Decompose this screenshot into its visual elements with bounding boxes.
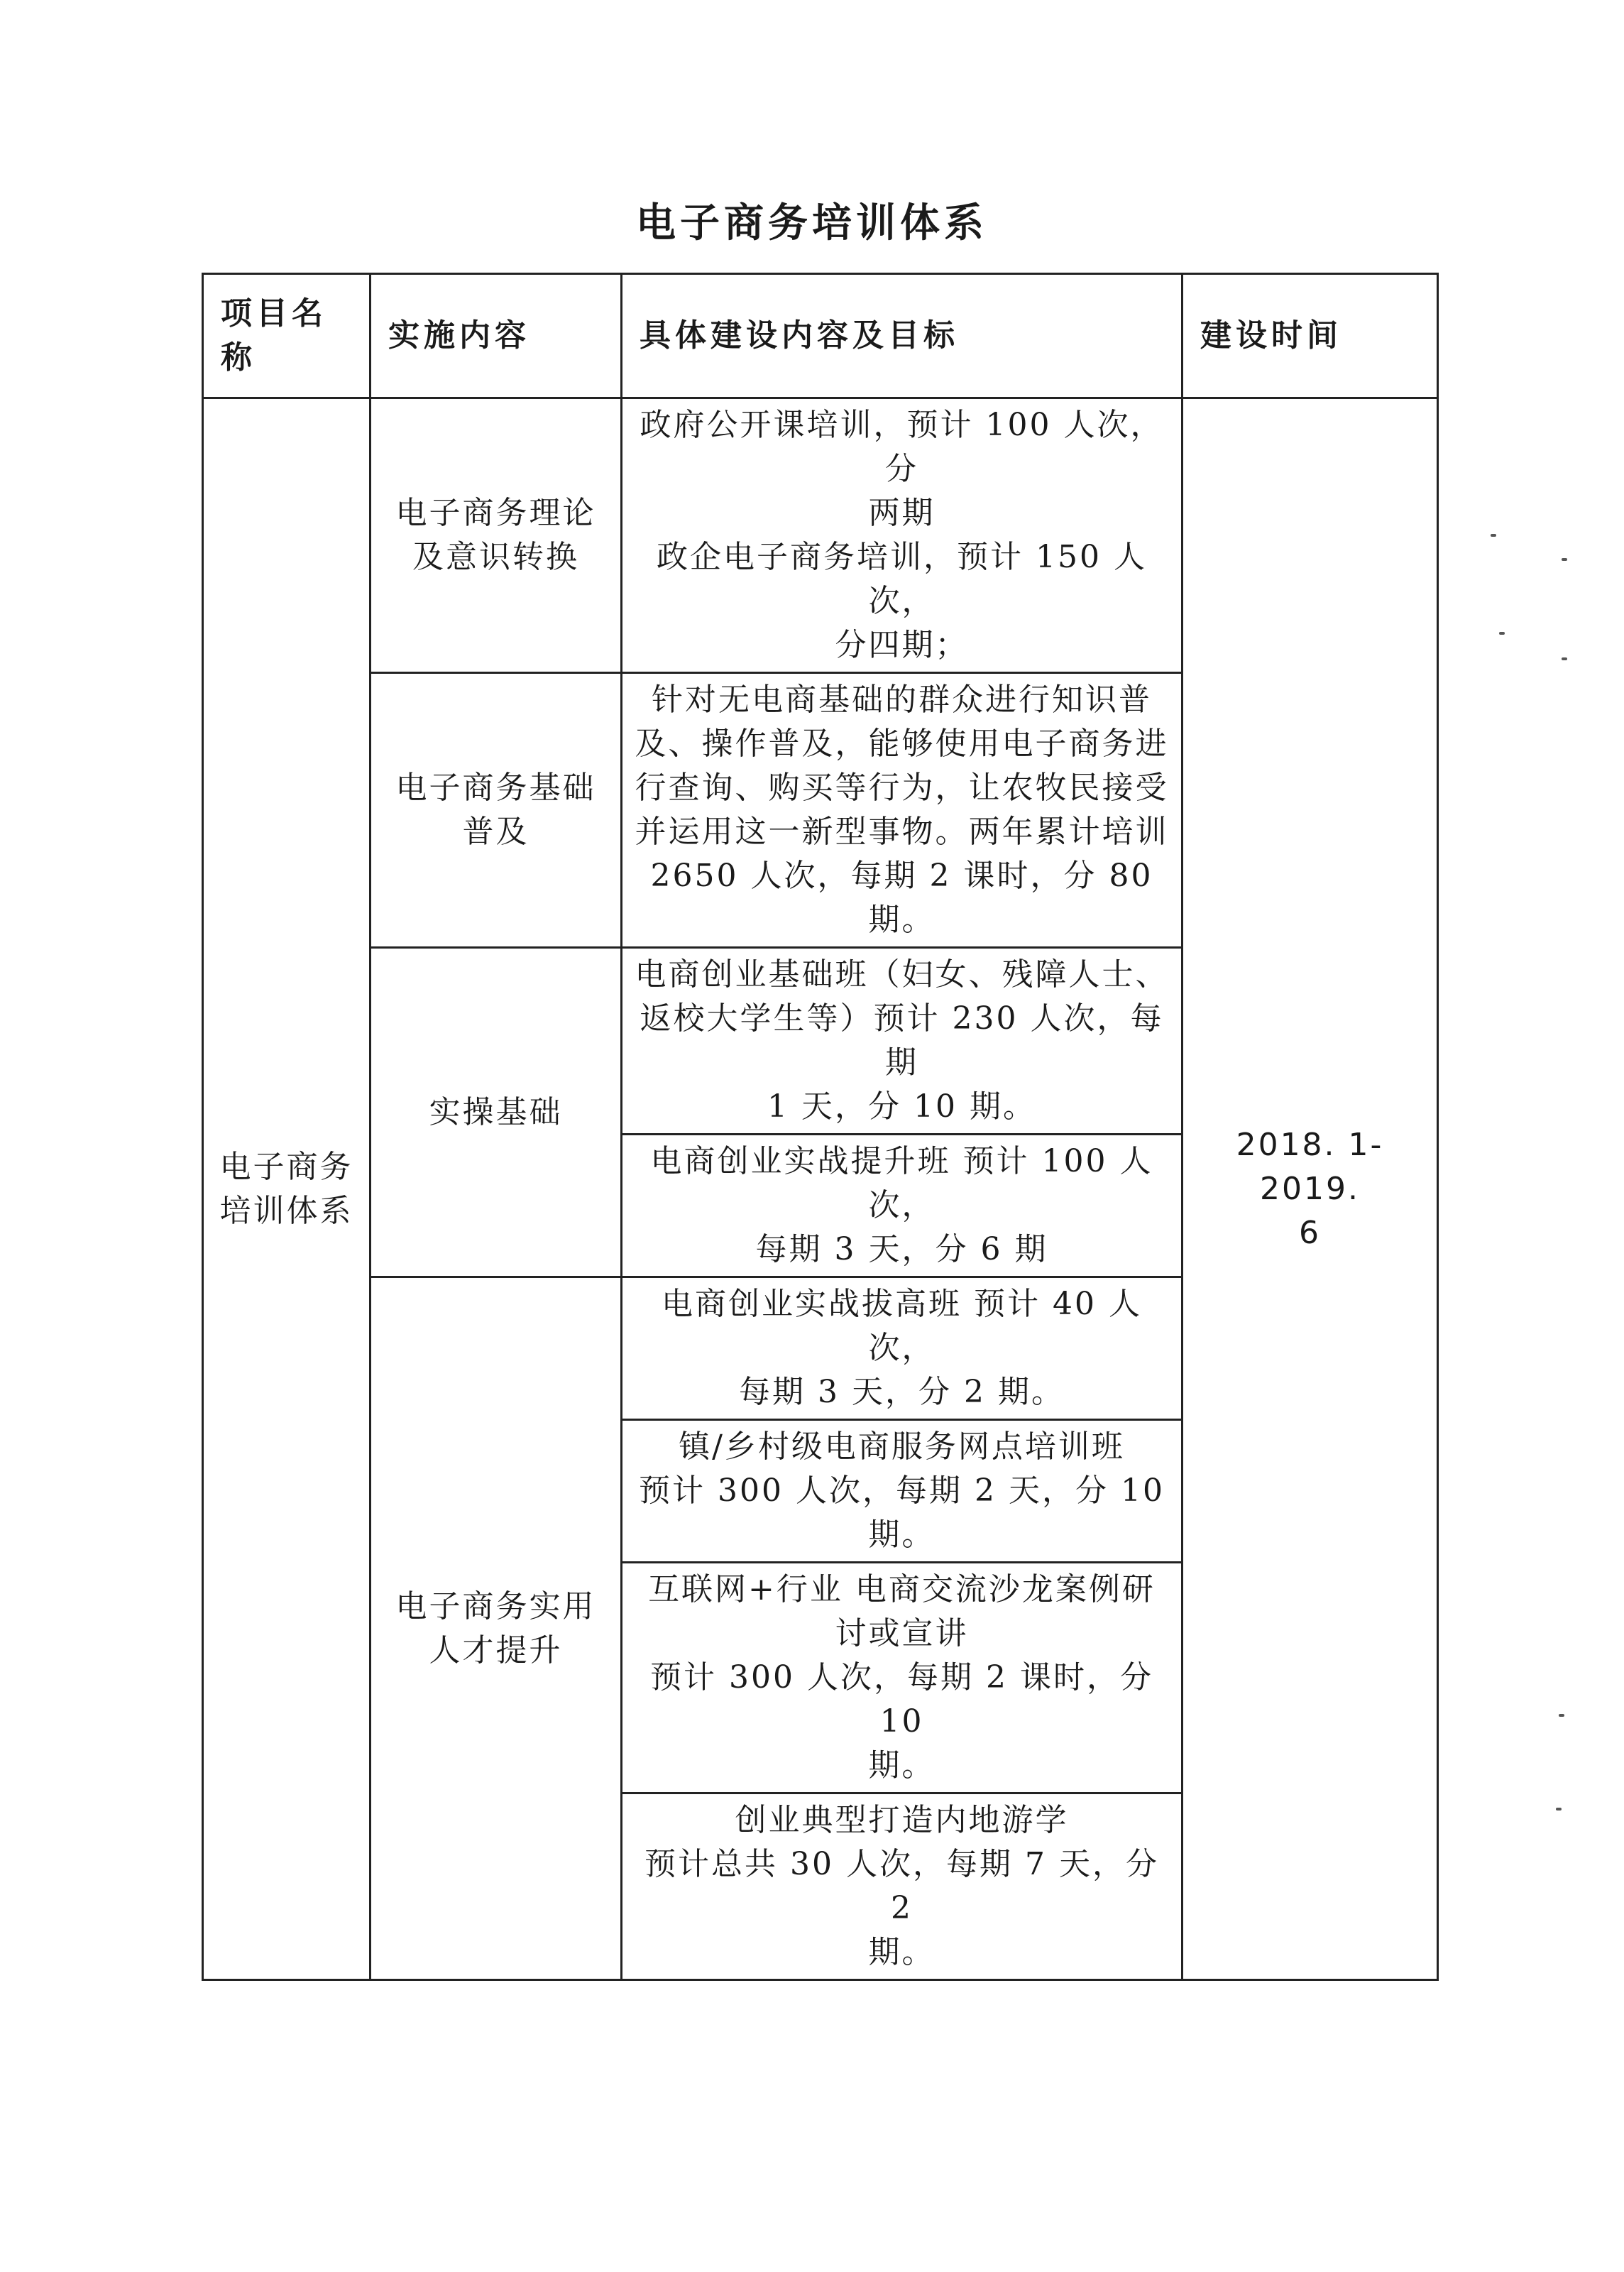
details-line: 政府公开课培训，预计 100 人次，分 xyxy=(640,407,1164,487)
details-line: 2650 人次，每期 2 课时，分 80 期。 xyxy=(650,858,1153,938)
details-line: 两期 xyxy=(868,495,936,531)
content-cell-basics xyxy=(371,673,622,948)
details-cell xyxy=(622,1277,1183,1420)
scan-speck xyxy=(1562,558,1567,561)
content-cell-theory xyxy=(371,398,622,673)
details-line: 电商创业基础班（妇女、残障人士、 xyxy=(635,956,1169,993)
details-cell xyxy=(622,398,1183,673)
content-cell-practice xyxy=(371,948,622,1277)
training-table xyxy=(202,273,1439,1981)
scan-speck xyxy=(1559,1714,1564,1717)
details-line: 期。 xyxy=(868,1747,936,1784)
details-line: 镇/乡村级电商服务网点培训班 xyxy=(679,1429,1125,1465)
page-title: 电子商务培训体系 xyxy=(636,200,988,246)
content-line: 实操基础 xyxy=(429,1093,563,1130)
details-line: 行查询、购买等行为，让农牧民接受 xyxy=(635,770,1169,806)
details-cell xyxy=(622,1793,1183,1980)
details-line: 每期 3 天，分 6 期 xyxy=(755,1231,1048,1267)
header-project-name: 项目名称 xyxy=(203,274,371,398)
scan-speck xyxy=(1499,632,1505,635)
table-row xyxy=(203,398,1438,673)
details-line: 期。 xyxy=(868,1934,936,1970)
details-line: 电商创业实战拔高班 预计 40 人次， xyxy=(662,1286,1142,1366)
details-line: 每期 3 天，分 2 期。 xyxy=(739,1374,1065,1410)
details-cell xyxy=(622,1563,1183,1793)
details-line: 并运用这一新型事物。两年累计培训 xyxy=(635,814,1169,850)
details-line: 针对无电商基础的群众进行知识普 xyxy=(652,682,1152,718)
header-row xyxy=(203,274,1438,398)
project-name-line: 电子商务 xyxy=(219,1148,353,1185)
content-line: 电子商务基础 xyxy=(395,770,596,806)
scan-speck xyxy=(1562,657,1567,660)
scan-speck xyxy=(1491,534,1496,537)
details-line: 返校大学生等）预计 230 人次，每期 xyxy=(640,1000,1164,1081)
details-cell xyxy=(622,1135,1183,1277)
time-cell xyxy=(1183,398,1438,1980)
content-line: 电子商务实用 xyxy=(395,1588,596,1624)
details-line: 互联网+行业 电商交流沙龙案例研 xyxy=(648,1571,1156,1607)
details-line: 预计总共 30 人次，每期 7 天，分 2 xyxy=(644,1846,1159,1926)
time-line: 6 xyxy=(1299,1214,1321,1251)
content-line: 普及 xyxy=(462,814,530,850)
content-line: 电子商务理论 xyxy=(395,495,596,531)
project-name-cell xyxy=(203,398,371,1980)
details-line: 创业典型打造内地游学 xyxy=(735,1802,1069,1838)
details-line: 政企电子商务培训，预计 150 人次， xyxy=(657,539,1147,619)
content-cell-talent xyxy=(371,1277,622,1980)
header-time: 建设时间 xyxy=(1183,274,1438,398)
details-line: 预计 300 人次，每期 2 天，分 10 期。 xyxy=(639,1473,1165,1553)
details-cell xyxy=(622,1420,1183,1563)
project-name-line: 培训体系 xyxy=(219,1192,353,1229)
details-line: 预计 300 人次，每期 2 课时，分 10 xyxy=(650,1659,1153,1740)
time-line: 2018. 1-2019. xyxy=(1236,1126,1384,1207)
details-line: 讨或宣讲 xyxy=(835,1615,969,1651)
content-line: 及意识转换 xyxy=(412,539,579,575)
header-details: 具体建设内容及目标 xyxy=(622,274,1183,398)
details-line: 分四期； xyxy=(835,627,969,663)
details-line: 及、操作普及，能够使用电子商务进 xyxy=(635,726,1169,762)
details-line: 电商创业实战提升班 预计 100 人次， xyxy=(650,1143,1153,1223)
scan-speck xyxy=(1556,1808,1562,1810)
details-cell xyxy=(622,673,1183,948)
details-line: 1 天，分 10 期。 xyxy=(767,1088,1036,1125)
content-line: 人才提升 xyxy=(429,1632,563,1668)
header-content: 实施内容 xyxy=(371,274,622,398)
details-cell xyxy=(622,948,1183,1135)
